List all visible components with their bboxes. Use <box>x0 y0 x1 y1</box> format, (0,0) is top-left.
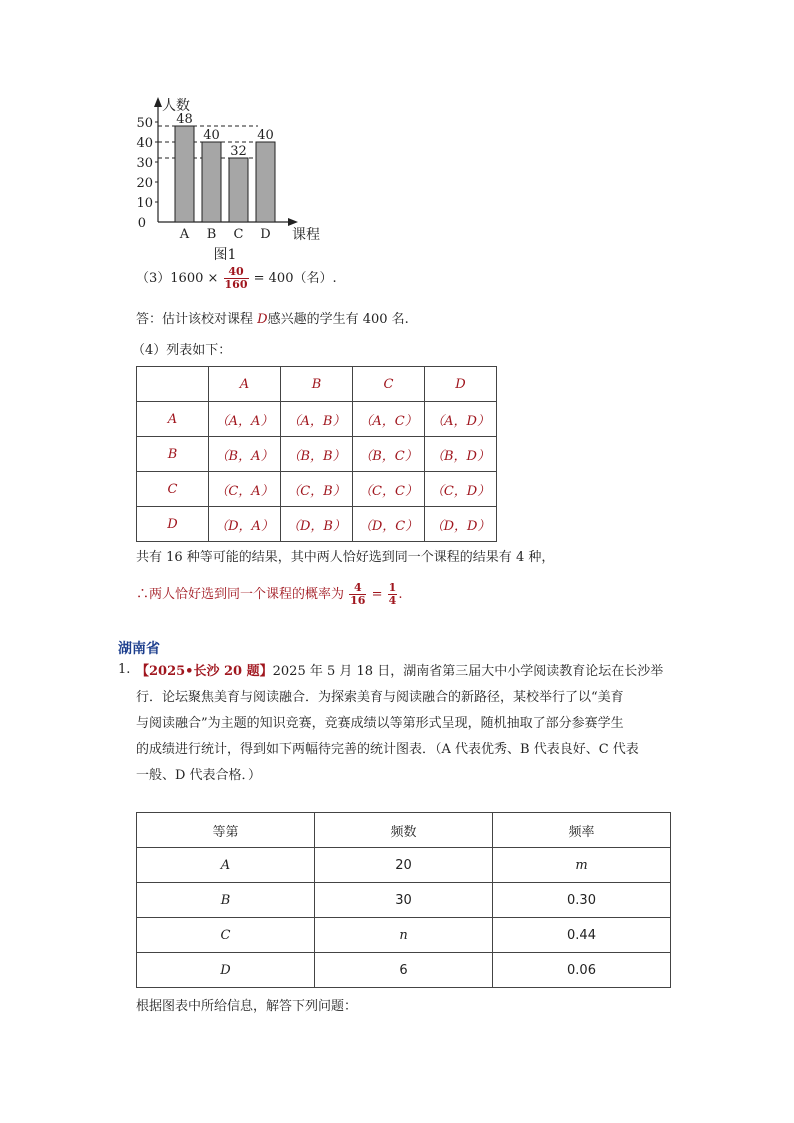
question-line-5: 一般、D 代表合格．） <box>136 768 262 783</box>
table-cell: （D，D） <box>425 507 497 542</box>
table-header-cell <box>137 367 209 402</box>
table-cell: 0.30 <box>493 883 671 918</box>
question-tag: 【2025•长沙 20 题】 <box>136 664 273 679</box>
solution-3-prefix: （3）1600 × <box>136 271 219 286</box>
table-cell: B <box>137 883 315 918</box>
table-header-cell: C <box>353 367 425 402</box>
table-cell: （C，C） <box>353 472 425 507</box>
y-axis-label: 人数 <box>162 98 190 114</box>
question-line-4: 的成绩进行统计，得到如下两幅待完善的统计图表．（A 代表优秀、B 代表良好、C 代表 <box>136 742 639 757</box>
table-cell: 0.44 <box>493 918 671 953</box>
table-cell: D <box>137 507 209 542</box>
table-cell: 30 <box>315 883 493 918</box>
bar-chart <box>120 95 340 265</box>
y-tick-label: 40 <box>136 136 153 151</box>
fraction-1-4 <box>388 582 398 607</box>
result-line-2 <box>136 582 402 607</box>
table-row <box>137 953 671 988</box>
answer-variable: D <box>257 312 268 327</box>
table-cell: A <box>137 848 315 883</box>
x-tick-label: B <box>206 227 217 242</box>
bar-A <box>175 126 194 222</box>
table-cell: m <box>493 848 671 883</box>
bar-value-label: 48 <box>176 112 193 127</box>
table-cell: （C，D） <box>425 472 497 507</box>
answer-prefix: 答：估计该校对课程 <box>136 312 258 327</box>
table-header-cell: A <box>209 367 281 402</box>
table-cell: B <box>137 437 209 472</box>
table-cell: n <box>315 918 493 953</box>
grade-frequency-table <box>136 812 671 988</box>
bar-value-label: 40 <box>257 128 274 143</box>
table-cell: （A，D） <box>425 402 497 437</box>
table-row <box>137 848 671 883</box>
table-row <box>137 402 497 437</box>
solution-3 <box>136 266 337 291</box>
bar-D <box>256 142 275 222</box>
fraction-40-160 <box>224 266 249 291</box>
table-cell: 0.06 <box>493 953 671 988</box>
y-tick-label: 20 <box>136 176 153 191</box>
y-tick-label: 10 <box>136 196 153 211</box>
solution-3-suffix: = 400（名）. <box>253 271 337 286</box>
x-axis-arrow <box>288 218 298 226</box>
result-2-prefix: ∴两人恰好选到同一个课程的概率为 <box>136 587 345 602</box>
table-row <box>137 883 671 918</box>
fraction-4-16 <box>349 582 366 607</box>
y-tick-label: 0 <box>137 216 146 231</box>
table-header-cell: D <box>425 367 497 402</box>
bar-value-label: 32 <box>230 144 247 159</box>
table-cell: D <box>137 953 315 988</box>
y-tick-label: 30 <box>136 156 153 171</box>
table-cell: （A，B） <box>281 402 353 437</box>
result-2-suffix: . <box>398 587 403 602</box>
table-cell: （B，B） <box>281 437 353 472</box>
table-cell: （A，A） <box>209 402 281 437</box>
table-row <box>137 918 671 953</box>
fraction-numerator: 40 <box>224 266 249 279</box>
solution-4-label: （4）列表如下： <box>132 343 232 358</box>
table-row <box>137 472 497 507</box>
answer-line <box>136 310 409 330</box>
table-cell: （C，B） <box>281 472 353 507</box>
table-cell: （B，D） <box>425 437 497 472</box>
answer-suffix: 感兴趣的学生有 400 名. <box>267 312 409 327</box>
question-text <box>136 659 684 789</box>
question-number: 1. <box>118 662 131 677</box>
bar-B <box>202 142 221 222</box>
table-row <box>137 507 497 542</box>
table-cell: （D，C） <box>353 507 425 542</box>
table-cell: （C，A） <box>209 472 281 507</box>
table-cell: 6 <box>315 953 493 988</box>
table-cell: （D，A） <box>209 507 281 542</box>
question-line-1 <box>136 659 684 685</box>
x-tick-label: A <box>179 227 190 242</box>
table-header-cell: 等第 <box>137 813 315 848</box>
section-heading: 湖南省 <box>118 641 160 657</box>
chart-caption: 图1 <box>213 247 237 263</box>
table-header-cell: 频数 <box>315 813 493 848</box>
fraction-numerator: 1 <box>388 581 397 594</box>
table-header-cell: B <box>281 367 353 402</box>
table-cell: （B，A） <box>209 437 281 472</box>
y-axis-arrow <box>154 97 162 107</box>
bar-value-label: 40 <box>203 128 220 143</box>
table-cell: （A，C） <box>353 402 425 437</box>
bar-C <box>229 158 248 222</box>
y-tick-label: 50 <box>136 116 153 131</box>
table-row <box>137 437 497 472</box>
table-cell: 20 <box>315 848 493 883</box>
table-cell: C <box>137 918 315 953</box>
fraction-denominator: 16 <box>350 594 366 607</box>
table-cell: C <box>137 472 209 507</box>
table-header-row <box>137 813 671 848</box>
closing-text: 根据图表中所给信息，解答下列问题： <box>136 999 358 1014</box>
fraction-denominator: 160 <box>224 278 248 291</box>
x-axis-label: 课程 <box>292 227 320 243</box>
fraction-numerator: 4 <box>349 582 366 595</box>
question-line-3: 与阅读融合”为主题的知识竞赛，竞赛成绩以等第形式呈现，随机抽取了部分参赛学生 <box>136 716 624 731</box>
outcome-table <box>136 366 497 542</box>
question-line-1-text: 2025 年 5 月 18 日，湖南省第三届大中小学阅读教育论坛在长沙举 <box>272 664 664 679</box>
result-line-1: 共有 16 种等可能的结果，其中两人恰好选到同一个课程的结果有 4 种， <box>136 550 555 565</box>
table-cell: （B，C） <box>353 437 425 472</box>
x-tick-label: D <box>260 227 271 242</box>
x-tick-label: C <box>233 227 244 242</box>
table-cell: A <box>137 402 209 437</box>
question-line-2: 行．论坛聚焦美育与阅读融合．为探索美育与阅读融合的新路径，某校举行了以“美育 <box>136 690 624 705</box>
table-header-cell: 频率 <box>493 813 671 848</box>
equals-sign: = <box>371 587 383 602</box>
fraction-denominator: 4 <box>388 594 397 607</box>
table-cell: （D，B） <box>281 507 353 542</box>
table-header-row <box>137 367 497 402</box>
